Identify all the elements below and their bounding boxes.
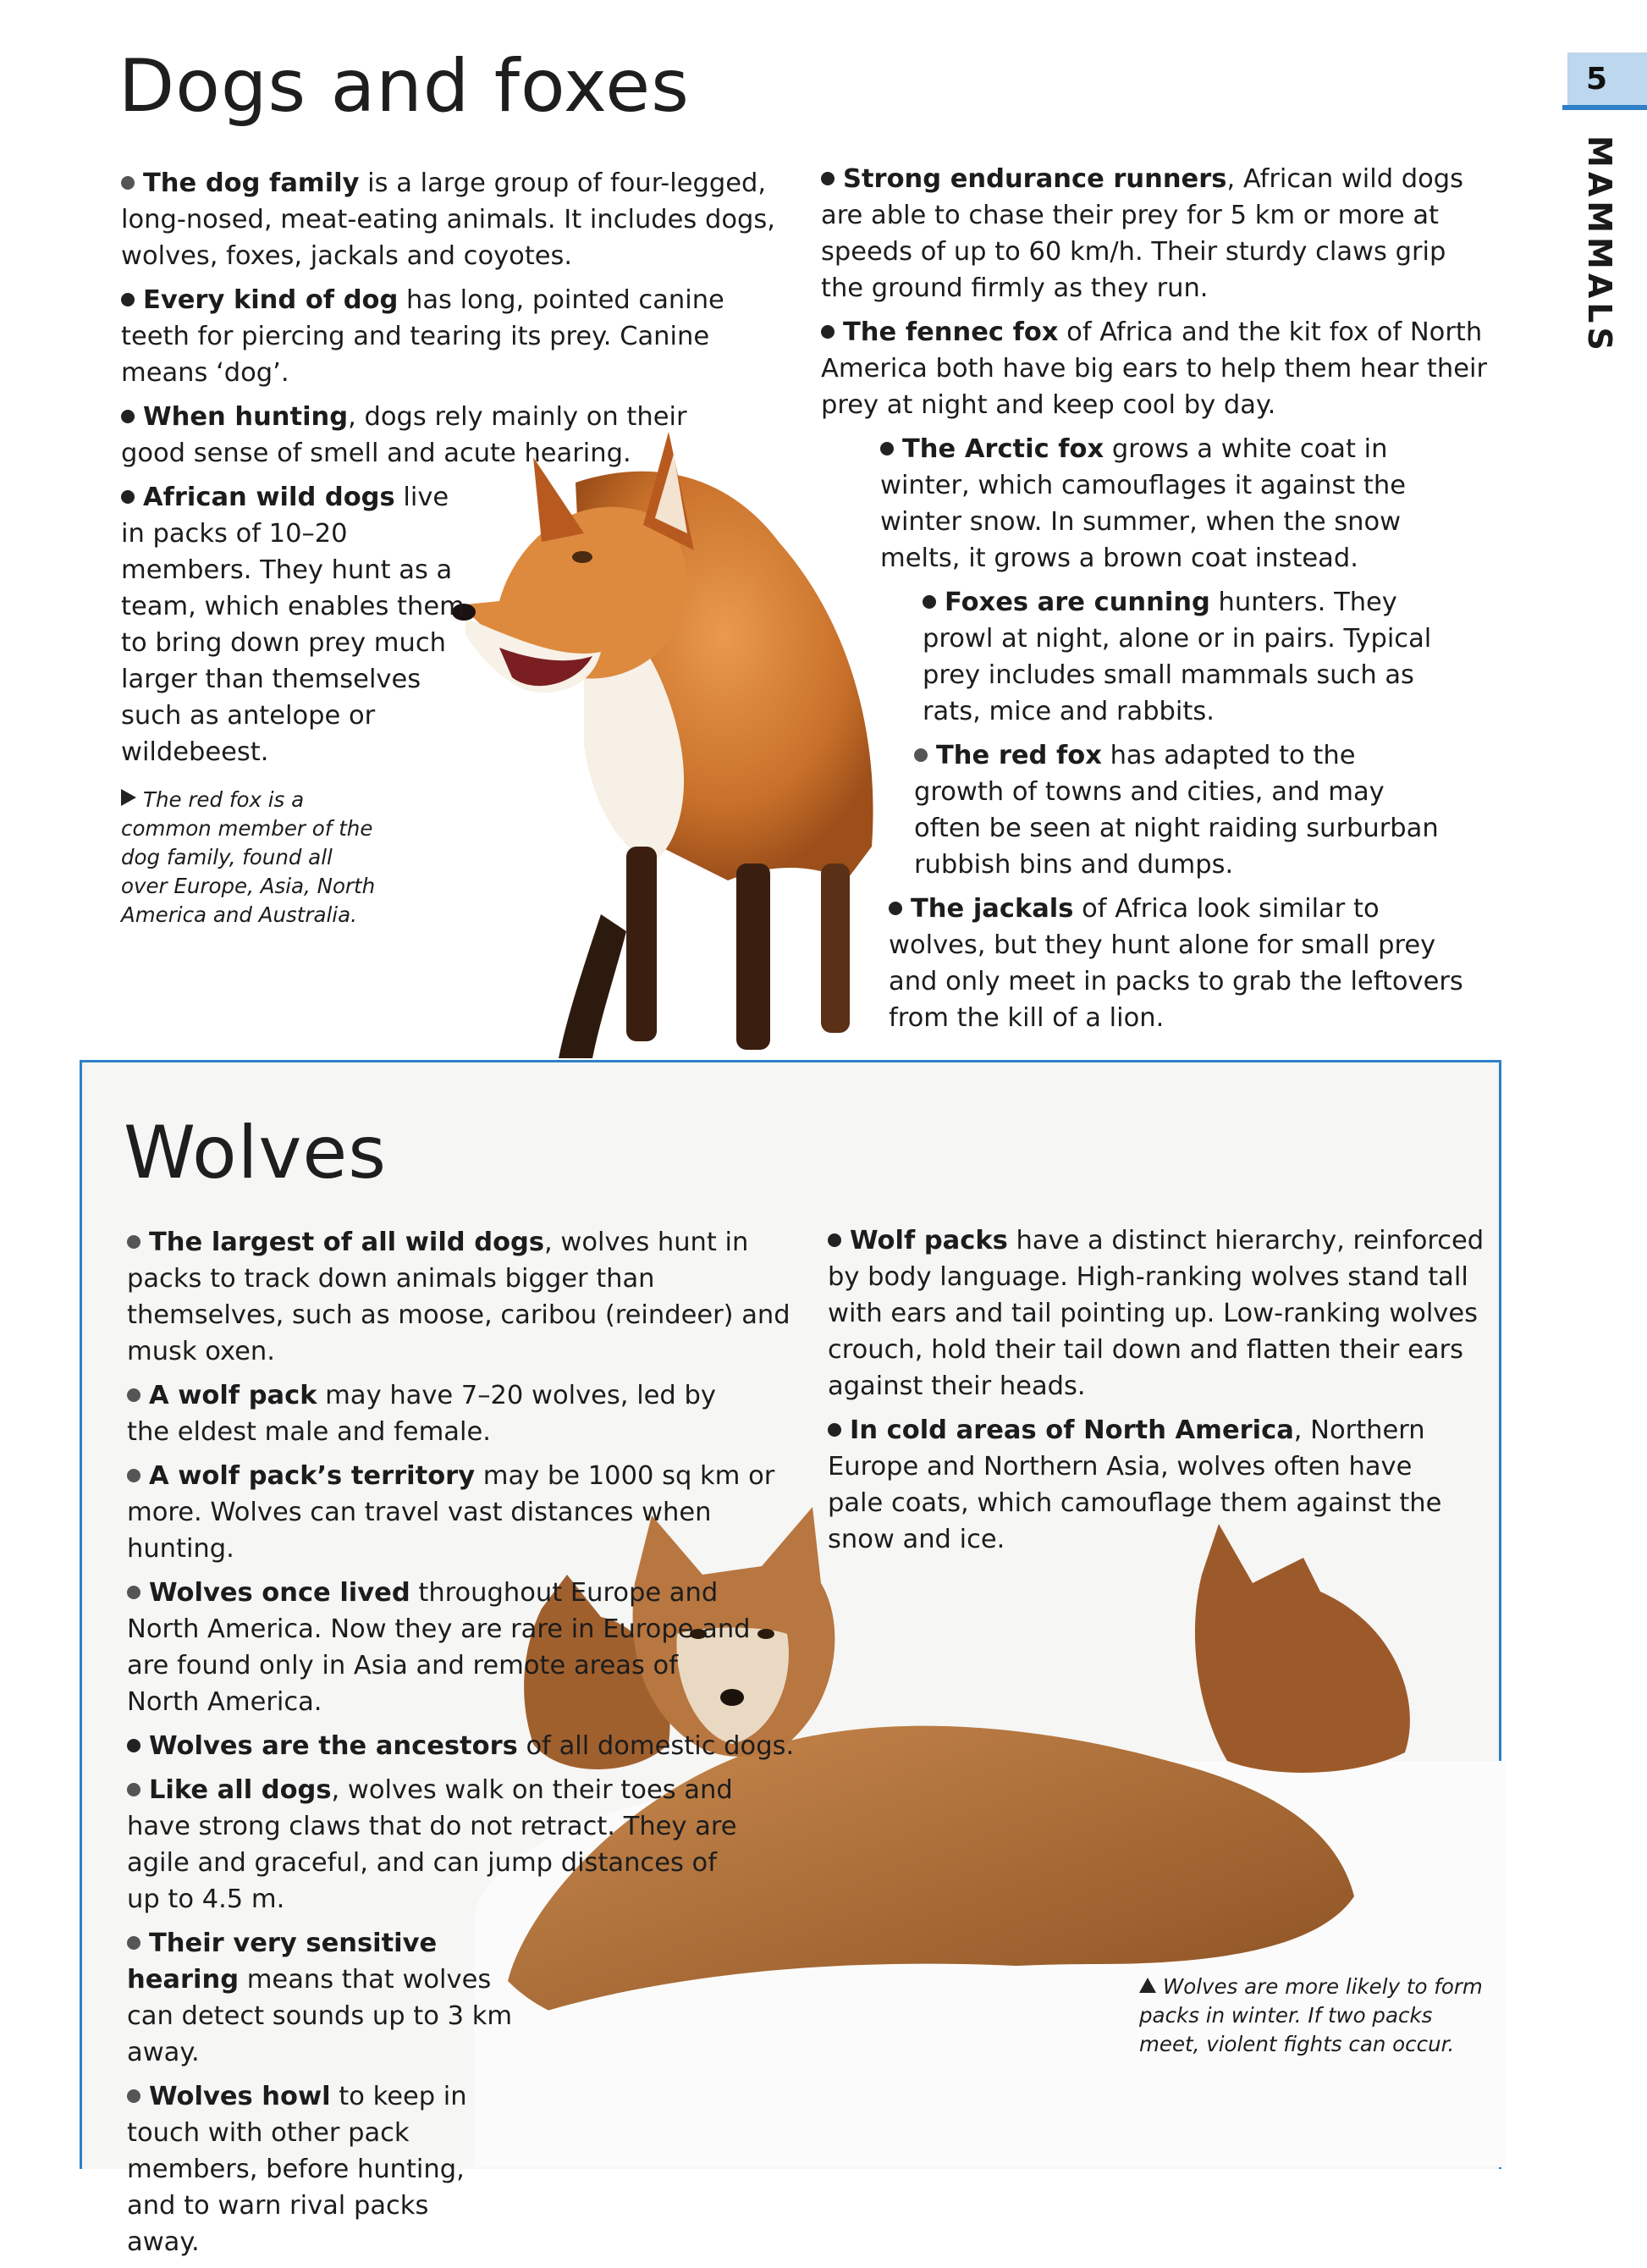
dogs-title: Dogs and foxes — [118, 44, 690, 129]
bullet-icon — [127, 1388, 140, 1402]
dogs-para-1: The dog family is a large group of four-legged, long-nosed, meat-eating animals. It includes dogs, wolves, foxes, jackals and coyotes. — [121, 168, 775, 271]
wolves-left-column — [127, 1224, 796, 2268]
wolves-para-8: Wolves howl to keep in touch with other pack members, before hunting, and to warn rival packs away. — [127, 2082, 467, 2257]
bullet-icon — [121, 410, 135, 423]
bullet-icon — [127, 1469, 140, 1482]
bullet-icon — [821, 325, 835, 339]
dogs-left-column — [121, 165, 790, 778]
bullet-icon — [121, 490, 135, 504]
wolves-para-3: A wolf pack’s territory may be 1000 sq km or more. Wolves can travel vast distances when hunting. — [127, 1461, 775, 1564]
dogs-right-para-1: Strong endurance runners, African wild dogs are able to chase their prey for 5 km or more at speeds of up to 60 km/h. Their sturdy claws grip the ground firmly as they run. — [821, 164, 1464, 303]
caption-arrow-icon — [1139, 1978, 1156, 1993]
bullet-icon — [127, 1586, 140, 1599]
dogs-right-para-2: The fennec fox of Africa and the kit fox of North America both have big ears to help them hear their prey at night and keep cool by day. — [821, 317, 1487, 420]
wolves-para-5: Wolves are the ancestors of all domestic dogs. — [127, 1728, 796, 1764]
bullet-icon — [127, 1739, 140, 1752]
wolves-para-1: The largest of all wild dogs, wolves hunt in packs to track down animals bigger than themselves, such as moose, caribou (reindeer) and musk oxen. — [127, 1228, 790, 1366]
wolves-right-column — [828, 1222, 1496, 1565]
fox-caption: The red fox is a common member of the dog family, found all over Europe, Asia, North America and Australia. — [121, 787, 376, 927]
wolves-para-6: Like all dogs, wolves walk on their toes and have strong claws that do not retract. They are agile and graceful, and can jump distances of up to 4.5 m. — [127, 1775, 737, 1914]
tab-divider — [1562, 105, 1647, 110]
bullet-icon — [127, 1235, 140, 1249]
bullet-icon — [121, 293, 135, 306]
bullet-icon — [127, 2089, 140, 2103]
bullet-icon — [821, 172, 835, 185]
dogs-right-para-5: The red fox has adapted to the growth of towns and cities, and may often be seen at night raiding surburban rubbish bins and dumps. — [914, 741, 1439, 880]
dogs-para-4: African wild dogs live in packs of 10–20 members. They hunt as a team, which enables them to bring down prey much larger than themselves such as antelope or wildebeest. — [121, 483, 465, 767]
dogs-right-column — [821, 161, 1490, 1044]
bullet-icon — [914, 748, 928, 762]
page-number: 5 — [1567, 52, 1647, 105]
dogs-right-para-4: Foxes are cunning hunters. They prowl at night, alone or in pairs. Typical prey includes small mammals such as rats, mice and rabbits. — [923, 588, 1432, 726]
bullet-icon — [127, 1783, 140, 1796]
bullet-icon — [880, 442, 894, 455]
wolves-para-4: Wolves once lived throughout Europe and North America. Now they are rare in Europe and are found only in Asia and remote areas of North America. — [127, 1578, 751, 1717]
bullet-icon — [889, 902, 902, 915]
section-tab-label: MAMMALS — [1581, 135, 1618, 355]
bullet-icon — [121, 176, 135, 190]
wolves-para-2: A wolf pack may have 7–20 wolves, led by the eldest male and female. — [127, 1381, 716, 1447]
dogs-right-para-3: The Arctic fox grows a white coat in winter, which camouflages it against the winter snow. In summer, when the snow melts, it grows a brown coat instead. — [880, 434, 1406, 573]
wolves-para-7: Their very sensitive hearing means that wolves can detect sounds up to 3 km away. — [127, 1929, 513, 2067]
bullet-icon — [923, 595, 936, 609]
wolves-right-para-1: Wolf packs have a distinct hierarchy, reinforced by body language. High-ranking wolves stand tall with ears and tail pointing up. Low-ranking wolves crouch, hold their tail down and flatten their ears against their heads. — [828, 1226, 1485, 1401]
dogs-para-3: When hunting, dogs rely mainly on their good sense of smell and acute hearing. — [121, 402, 687, 468]
caption-arrow-icon — [121, 789, 136, 806]
dogs-para-2: Every kind of dog has long, pointed canine teeth for piercing and tearing its prey. Canine means ‘dog’. — [121, 285, 724, 388]
wolves-caption: Wolves are more likely to form packs in winter. If two packs meet, violent fights can occur. — [1139, 1974, 1483, 2056]
wolves-title: Wolves — [124, 1111, 388, 1195]
bullet-icon — [828, 1233, 841, 1247]
bullet-icon — [828, 1423, 841, 1437]
wolves-right-para-2: In cold areas of North America, Northern Europe and Northern Asia, wolves often have pale coats, which camouflage them against the snow and ice. — [828, 1415, 1442, 1554]
dogs-right-para-6: The jackals of Africa look similar to wolves, but they hunt alone for small prey and only meet in packs to grab the leftovers from the kill of a lion. — [889, 894, 1463, 1033]
bullet-icon — [127, 1936, 140, 1950]
